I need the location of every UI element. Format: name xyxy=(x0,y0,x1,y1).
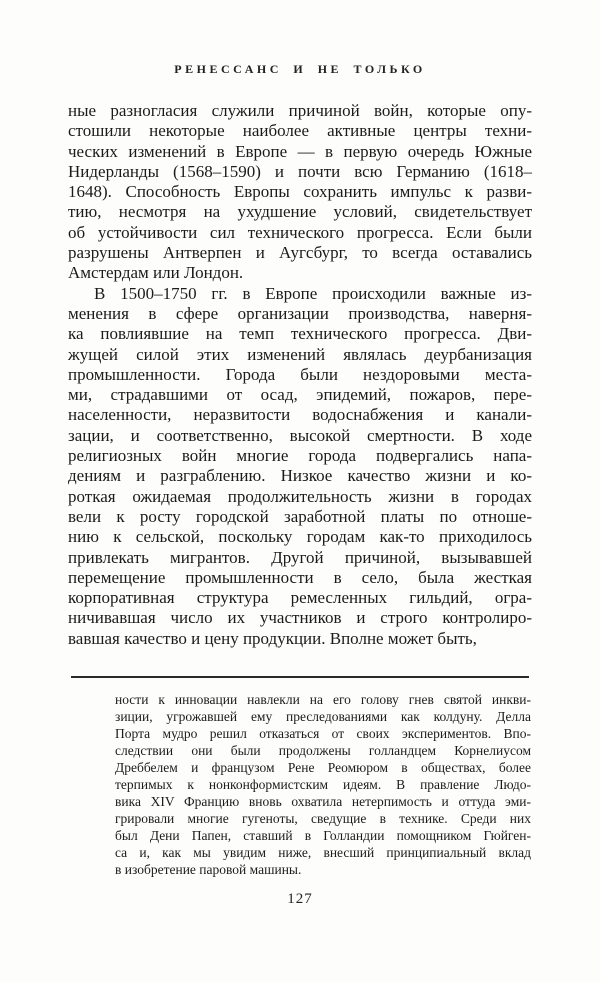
text-line: вика XIV Францию вновь охватила нетерпимость и оттуда эми- xyxy=(115,794,531,809)
text-line: об устойчивости сил технического прогресса. Если были xyxy=(68,222,532,242)
footnote-text xyxy=(115,691,531,878)
text-line: тию, несмотря на ухудшение условий, свидетельствует xyxy=(68,202,532,222)
text-line: ные разногласия служили причиной войн, которые опу- xyxy=(68,101,532,120)
text-line: Порта мудро решил отказаться от своих экспериментов. Впо- xyxy=(115,726,531,741)
text-line: Амстердам или Лондон. xyxy=(68,263,244,283)
text-line: грировали многие гугеноты, сведущие в технике. Среди них xyxy=(115,811,531,826)
text-line: корпоративная структура ремесленных гильдий, огра- xyxy=(68,588,532,608)
text-line: ничивавшая число их участников и строго контролиро- xyxy=(68,608,532,628)
text-line: 1648). Способность Европы сохранить импульс к разви- xyxy=(68,182,532,202)
text-line: был Дени Папен, ставший в Голландии помощником Гюйген- xyxy=(115,828,531,843)
text-line: менения в сфере организации производства, наверня- xyxy=(68,303,532,323)
text-line: ности к инновации навлекли на его голову гнев святой инкви- xyxy=(115,692,531,707)
body-text xyxy=(68,101,532,649)
page-number: 127 xyxy=(287,891,313,907)
text-line: вели к росту городской заработной платы по отноше- xyxy=(68,506,532,526)
text-line: религиозных войн многие города подвергались напа- xyxy=(68,446,532,466)
text-line: дениям и разграблению. Низкое качество жизни и ко- xyxy=(68,466,532,486)
text-line: в изобретение паровой машины. xyxy=(115,862,302,877)
text-line: Дреббелем и французом Рене Реомюром в обществах, более xyxy=(115,760,531,775)
text-line: привлекать мигрантов. Другой причиной, вызывавшей xyxy=(68,547,532,567)
text-line: населенности, неразвитости водоснабжения и канали- xyxy=(68,405,532,425)
text-line: следствии они были продолжены голландцем Корнелиусом xyxy=(115,743,531,758)
running-head: РЕНЕССАНС И НЕ ТОЛЬКО xyxy=(174,62,426,76)
text-line: роткая ожидаемая продолжительность жизни в городах xyxy=(68,486,532,506)
text-line: жущей силой этих изменений являлась деурбанизация xyxy=(68,344,532,364)
text-line: нию к сельской, поскольку городам как-то приходилось xyxy=(68,527,532,547)
text-line: са и, как мы увидим ниже, внесший принципиальный вклад xyxy=(115,845,531,860)
text-line: Нидерланды (1568–1590) и почти всю Германию (1618– xyxy=(68,161,532,181)
footnote-separator-rule xyxy=(71,676,529,678)
text-line: терпимых к нонконформистским идеям. В правление Людо- xyxy=(115,777,531,792)
text-line: зиции, угрожавшей ему преследованиями как колдуну. Делла xyxy=(115,709,531,724)
text-line: вавшая качество и цену продукции. Вполне может быть, xyxy=(68,628,477,648)
text-line: разрушены Антверпен и Аугсбург, то всегда оставались xyxy=(68,243,532,263)
text-line: В 1500–1750 гг. в Европе происходили важные из- xyxy=(94,283,532,303)
text-line: зации, и соответственно, высокой смертности. В ходе xyxy=(68,425,532,445)
text-line: промышленности. Города были нездоровыми места- xyxy=(68,364,532,384)
text-line: перемещение промышленности в село, была жесткая xyxy=(68,567,532,587)
text-line: ми, страдавшими от осад, эпидемий, пожаров, пере- xyxy=(68,385,532,405)
text-line: ка повлиявшие на темп технического прогресса. Дви- xyxy=(68,324,532,344)
text-line: стошили некоторые наиболее активные центры техни- xyxy=(68,121,532,141)
text-line: ческих изменений в Европе — в первую очередь Южные xyxy=(68,141,532,161)
